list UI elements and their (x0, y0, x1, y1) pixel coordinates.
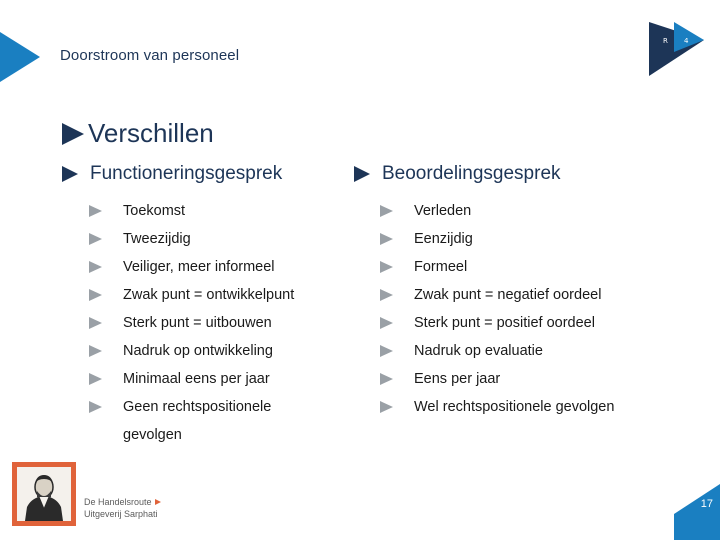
section-title-text: Verschillen (88, 118, 214, 148)
triangle-bullet-icon (89, 233, 102, 245)
header-title: Doorstroom van personeel (60, 47, 240, 64)
list-item (380, 253, 680, 281)
brand-logo-letter-4: 4 (684, 37, 689, 45)
triangle-bullet-icon (89, 401, 102, 413)
list-item-text: Sterk punt = positief oordeel (414, 315, 595, 331)
list-item-text: Nadruk op ontwikkeling (123, 343, 273, 359)
list-item (380, 365, 680, 393)
triangle-bullet-icon (89, 317, 102, 329)
list-item-text: Eens per jaar (414, 371, 501, 387)
publisher-name: De Handelsroute (84, 497, 152, 507)
triangle-bullet-icon (89, 205, 102, 217)
list-item-text: Toekomst (123, 203, 186, 219)
list-item-text: Geen rechtspositionele gevolgen (123, 399, 272, 443)
triangle-bullet-icon (62, 123, 84, 145)
column-heading-text: Functioneringsgesprek (90, 163, 283, 184)
list-item-text: Nadruk op evaluatie (414, 343, 543, 359)
triangle-bullet-icon (380, 289, 393, 301)
functioneringsgesprek-list (89, 197, 329, 449)
list-item (380, 393, 680, 421)
triangle-bullet-icon (380, 345, 393, 357)
list-item (89, 309, 329, 337)
triangle-bullet-icon (380, 401, 393, 413)
list-item (89, 365, 329, 393)
publisher-line-2: Uitgeverij Sarphati (84, 509, 158, 519)
list-item-text: Formeel (414, 259, 468, 275)
triangle-bullet-icon (89, 289, 102, 301)
list-item (89, 393, 329, 449)
triangle-bullet-icon (380, 373, 393, 385)
column-heading-functioneringsgesprek (62, 163, 282, 185)
triangle-bullet-icon (62, 166, 78, 182)
list-item-text: Sterk punt = uitbouwen (123, 315, 272, 331)
list-item-text: Zwak punt = negatief oordeel (414, 287, 602, 303)
list-item (380, 225, 680, 253)
list-item (89, 253, 329, 281)
list-item (89, 281, 329, 309)
triangle-bullet-icon (380, 261, 393, 273)
column-heading-beoordelingsgesprek (354, 163, 561, 185)
beoordelingsgesprek-list (380, 197, 680, 421)
brand-logo-letter-r: R (663, 37, 668, 45)
list-item (380, 197, 680, 225)
triangle-bullet-icon (89, 261, 102, 273)
list-item-text: Verleden (414, 203, 472, 219)
list-item-text: Tweezijdig (123, 231, 191, 247)
arrow-icon (155, 499, 161, 505)
portrait-drawing (17, 467, 71, 521)
publisher-line-1 (84, 496, 161, 508)
portrait-frame (12, 462, 76, 526)
list-item-text: Eenzijdig (414, 231, 473, 247)
list-item (380, 281, 680, 309)
triangle-bullet-icon (380, 317, 393, 329)
publisher-logo (12, 462, 172, 528)
triangle-bullet-icon (380, 205, 393, 217)
list-item-text: Wel rechtspositionele gevolgen (414, 399, 615, 415)
left-edge-triangle-decoration (0, 32, 40, 82)
list-item-text: Zwak punt = ontwikkelpunt (123, 287, 295, 303)
triangle-bullet-icon (380, 233, 393, 245)
publisher-text (84, 496, 161, 520)
list-item (89, 337, 329, 365)
brand-logo (640, 22, 704, 76)
brand-logo-shape (640, 22, 704, 76)
list-item-text: Veiliger, meer informeel (123, 259, 275, 275)
list-item (380, 337, 680, 365)
page-number: 17 (700, 498, 713, 510)
triangle-bullet-icon (354, 166, 370, 182)
portrait-icon (17, 467, 71, 521)
triangle-bullet-icon (89, 373, 102, 385)
column-heading-text: Beoordelingsgesprek (382, 163, 561, 184)
section-title (62, 118, 214, 149)
list-item (89, 197, 329, 225)
list-item (380, 309, 680, 337)
list-item-text: Minimaal eens per jaar (123, 371, 270, 387)
list-item (89, 225, 329, 253)
corner-triangle-decoration (674, 484, 720, 540)
triangle-bullet-icon (89, 345, 102, 357)
